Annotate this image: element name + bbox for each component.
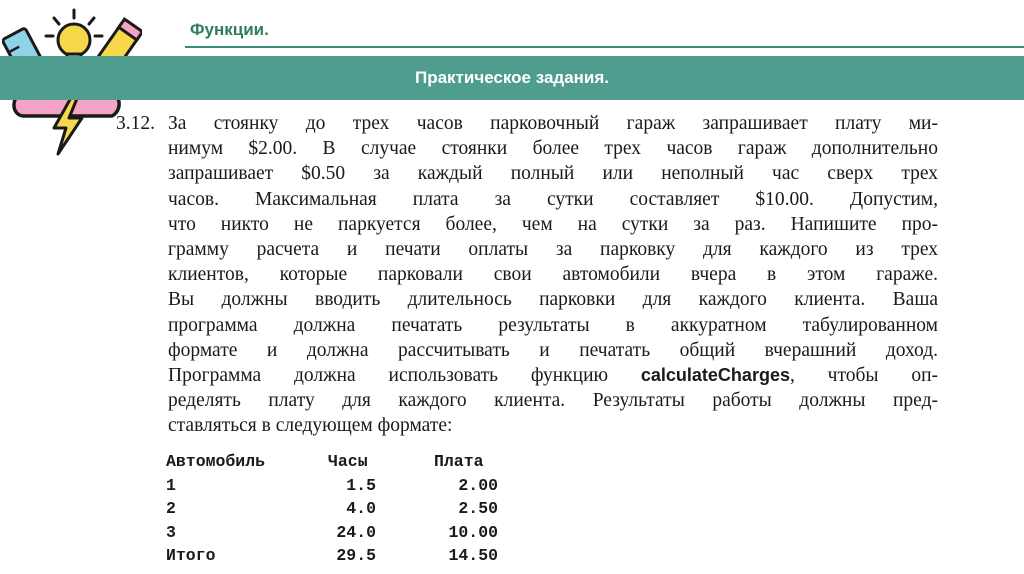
output-table (166, 450, 498, 568)
topic-divider (185, 46, 1024, 48)
column-header: Часы (328, 452, 368, 472)
problem-line (168, 363, 938, 388)
problem-line: часов. Максимальная плата за сутки составляет $10.00. Допустим, (168, 188, 938, 210)
line-text: , чтобы оп- (789, 365, 938, 387)
problem-line: запрашивает $0.50 за каждый полный или неполный час сверх трех (168, 163, 938, 185)
table-cell: 2.50 (458, 499, 498, 519)
problem-line: формате и должна рассчитывать и печатать общий вчерашний доход. (168, 339, 938, 361)
table-cell: 14.50 (448, 546, 498, 566)
table-cell: 1 (166, 475, 176, 495)
problem-line: клиентов, которые парковали свои автомобили вчера в этом гараже. (168, 264, 938, 286)
table-cell: 1.5 (346, 475, 376, 495)
problem-line: грамму расчета и печати оплаты за парковку для каждого из трех (168, 239, 938, 261)
problem-line: нимум $2.00. В случае стоянки более трех часов гараж дополнительно (168, 138, 938, 160)
table-cell: 4.0 (346, 499, 376, 519)
section-topic: Функции. (190, 20, 269, 39)
problem-line: что никто не паркуется более, чем на сутки за раз. Напишите про- (168, 213, 938, 235)
line-text: Программа должна использовать функцию (168, 365, 641, 387)
column-header: Автомобиль (166, 452, 266, 472)
table-cell: 10.00 (448, 522, 498, 542)
table-cell: 2 (166, 499, 176, 519)
problem-number: 3.12. (116, 113, 155, 134)
table-cell: 29.5 (336, 546, 376, 566)
table-cell: Итого (166, 546, 216, 566)
table-cell: 24.0 (336, 522, 376, 542)
table-cell: 2.00 (458, 475, 498, 495)
table-cell: 3 (166, 522, 176, 542)
problem-line: ределять плату для каждого клиента. Результаты работы должны пред- (168, 390, 938, 412)
problem-line: ставляться в следующем формате: (168, 415, 453, 437)
problem-line: За стоянку до трех часов парковочный гараж запрашивает плату ми- (168, 113, 938, 134)
banner-title: Практическое задания. (414, 68, 610, 87)
column-header: Плата (434, 452, 484, 472)
table-row (166, 474, 498, 498)
problem-text (168, 111, 938, 439)
table-row (166, 497, 498, 521)
table-row (166, 544, 498, 568)
problem-line: программа должна печатать результаты в аккуратном табулированном (168, 314, 938, 336)
function-name: calculateCharges (640, 365, 790, 386)
table-header-row (166, 450, 498, 474)
problem-line: Вы должны вводить длительнось парковки для каждого клиента. Ваша (168, 289, 938, 311)
table-row (166, 521, 498, 545)
